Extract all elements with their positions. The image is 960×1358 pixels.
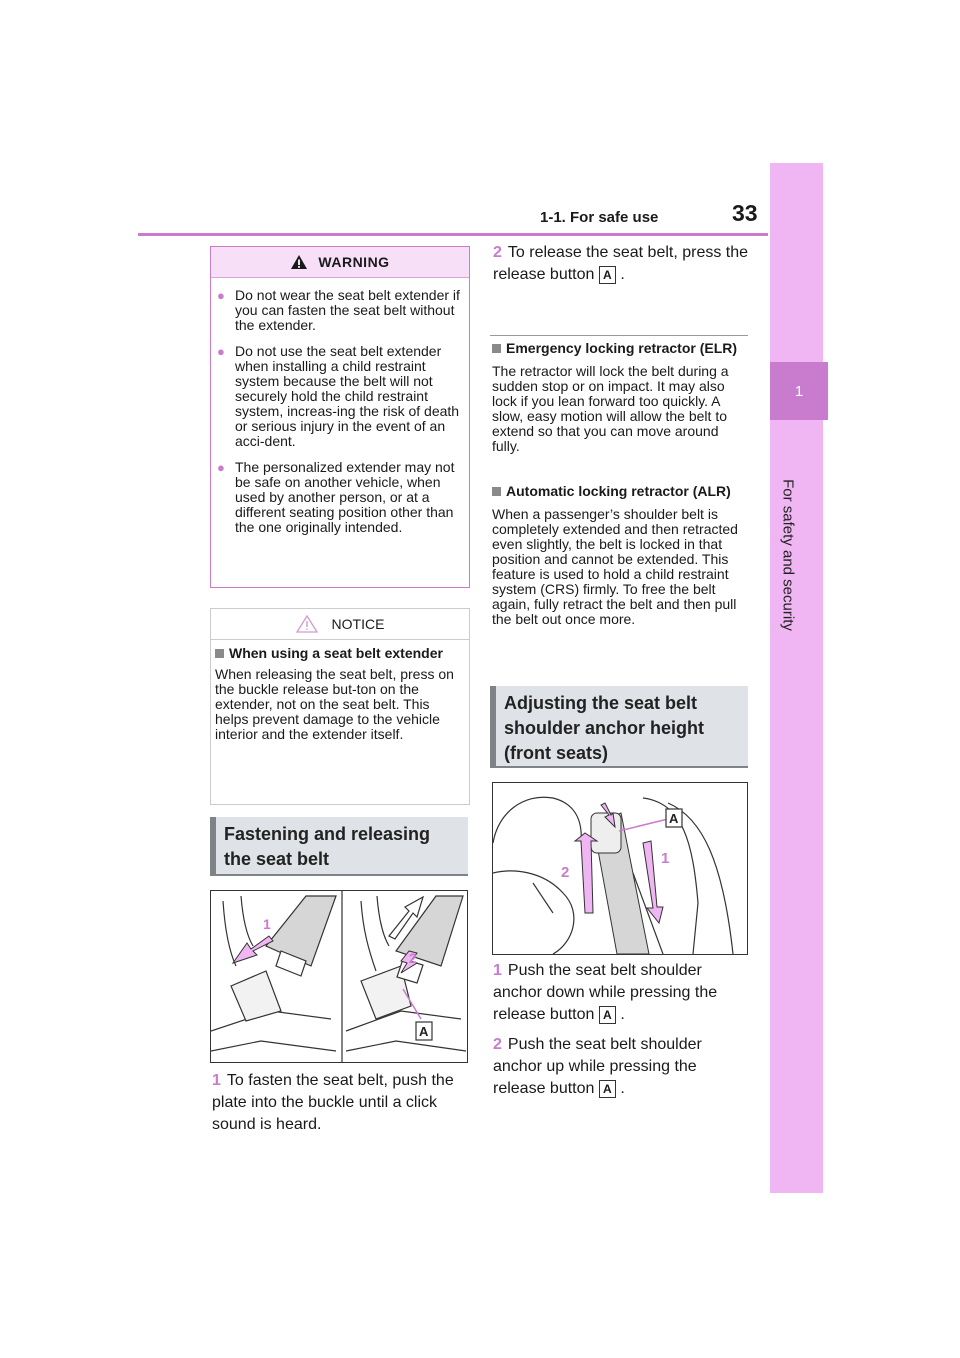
fig-fasten-label-1: 1	[263, 916, 271, 932]
fig-adjust-label-2: 2	[561, 864, 570, 881]
step-number: 2	[493, 244, 502, 261]
adjust-illustration	[493, 783, 747, 954]
chapter-title: For safety and security	[779, 479, 797, 631]
step-adjust-1: 1 Push the seat belt shoulder anchor down while pressing the release button A .	[493, 962, 718, 1023]
step-text: To fasten the seat belt, push the plate into the buckle until a click sound is heard.	[212, 1072, 454, 1133]
fig-fasten-label-2: 2	[409, 950, 417, 966]
step-number: 1	[212, 1072, 221, 1089]
elr-heading: Emergency locking retractor (ELR)	[492, 341, 750, 356]
step-text: Push the seat belt shoulder anchor down while pressing the release button	[493, 962, 718, 1023]
warning-box	[210, 246, 470, 588]
section-heading-adjusting: Adjusting the seat belt shoulder anchor height (front seats)	[490, 686, 748, 768]
caution-icon	[296, 615, 318, 633]
warning-item: ● Do not wear the seat belt extender if you can fasten the seat belt without the extender.	[217, 288, 461, 333]
figure-adjust	[492, 782, 748, 955]
step-text: To release the seat belt, press the release button	[493, 244, 749, 283]
warning-header	[211, 247, 469, 278]
page-number: 33	[732, 200, 758, 226]
step-adjust-2: 2 Push the seat belt shoulder anchor up while pressing the release button A .	[493, 1036, 702, 1097]
callout-a: A	[599, 1006, 616, 1024]
notice-box	[210, 608, 470, 805]
alr-heading: Automatic locking retractor (ALR)	[492, 484, 750, 499]
figure-fasten	[210, 890, 468, 1063]
step-fasten-2: 2 To release the seat belt, press the release button A .	[493, 244, 749, 283]
callout-a: A	[599, 266, 616, 284]
callout-a: A	[599, 1080, 616, 1098]
section-heading-fastening: Fastening and releasing the seat belt	[210, 817, 468, 876]
alr-body: When a passenger’s shoulder belt is completely extended and then retracted even slightly, the belt is locked in that position and cannot be extended. This feature is used to hold a child restraint system (CRS) firmly. To free the belt again, fully retract the belt and then pull the belt out once more.	[492, 506, 738, 627]
notice-body: When releasing the seat belt, press on the buckle release but-ton on the extender, not on the seat belt. This helps prevent damage to the vehicle interior and the extender itself.	[215, 666, 454, 742]
fig-adjust-label-a: A	[669, 811, 679, 826]
step-text: Push the seat belt shoulder anchor up while pressing the release button	[493, 1036, 702, 1097]
warning-item: ● The personalized extender may not be safe on another vehicle, when used by another person, or at a different seating position other than the one originally intended.	[217, 460, 461, 535]
fig-adjust-label-1: 1	[661, 850, 670, 867]
warning-item: ● Do not use the seat belt extender when installing a child restraint system because the belt will not securely hold the child restraint system, increas-ing the risk of death or serious injury in the event of an acci-dent.	[217, 344, 461, 449]
notice-title: NOTICE	[331, 616, 385, 632]
warning-icon	[290, 254, 308, 270]
warning-title: WARNING	[318, 254, 390, 270]
notice-header	[211, 609, 469, 640]
header-rule	[138, 233, 768, 236]
step-number: 1	[493, 962, 502, 979]
alr-block	[492, 484, 750, 627]
elr-block	[492, 341, 750, 454]
fasten-illustration	[211, 891, 467, 1062]
fig-fasten-label-a: A	[419, 1024, 429, 1039]
section-header: 1-1. For safe use	[540, 209, 659, 226]
notice-subheading: When using a seat belt extender	[215, 646, 461, 661]
chapter-number: 1	[770, 362, 828, 420]
step-fasten-1	[212, 1070, 472, 1136]
step-number: 2	[493, 1036, 502, 1053]
divider	[490, 335, 748, 336]
elr-body: The retractor will lock the belt during a sudden stop or on impact. It may also lock if you lean forward too quickly. A slow, easy motion will allow the belt to extend so that you can move around fully.	[492, 363, 729, 454]
